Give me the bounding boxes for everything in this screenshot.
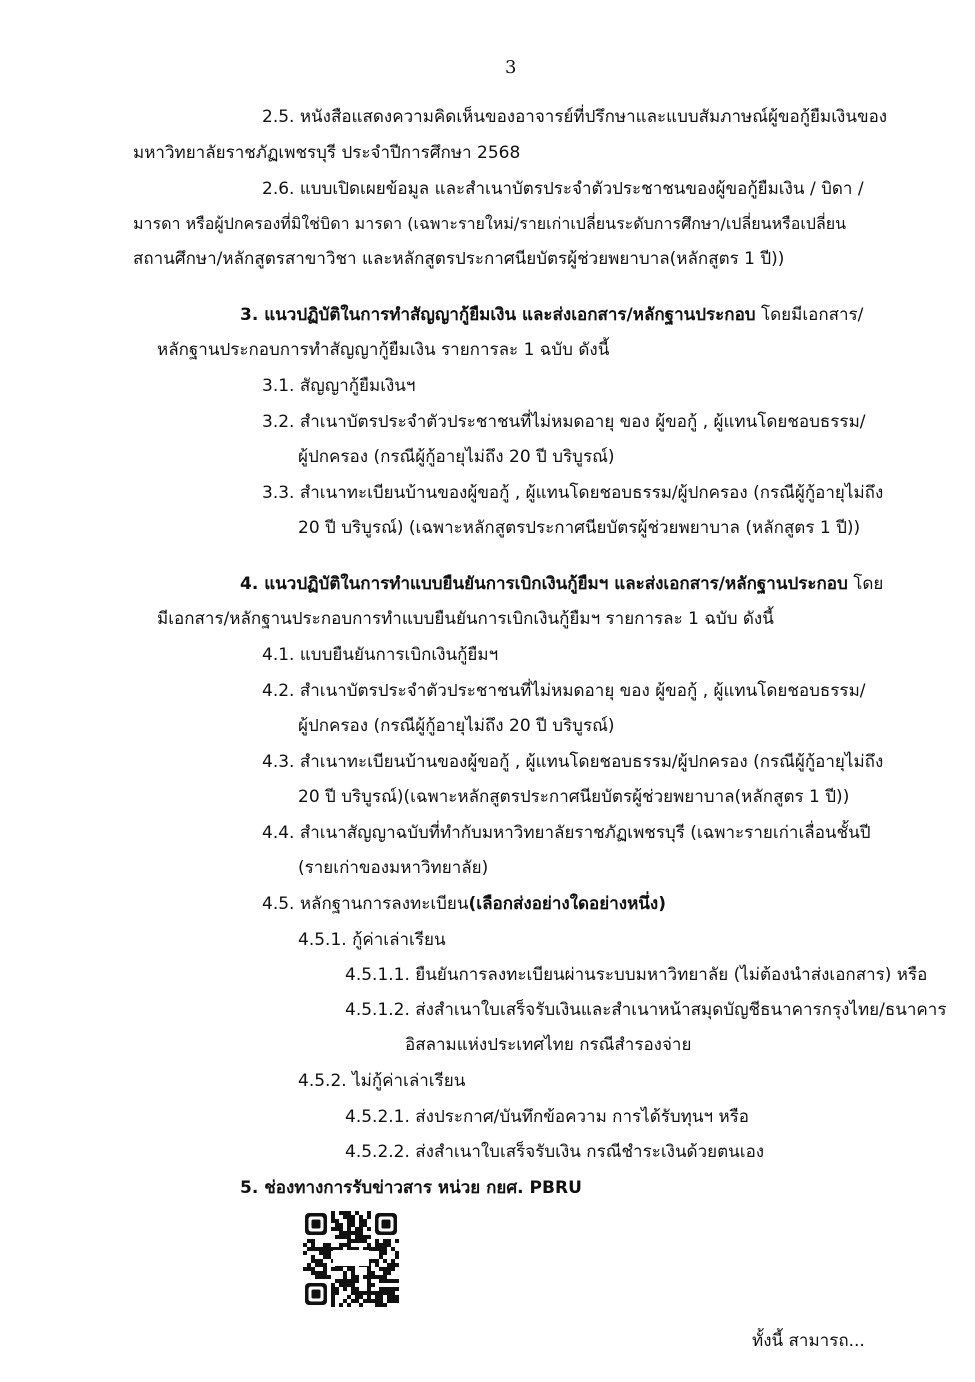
item-4-2-line1: 4.2. สำเนาบัตรประจำตัวประชาชนที่ไม่หมดอายุ ของ ผู้ขอกู้ , ผู้แทนโดยชอบธรรม/	[262, 681, 866, 701]
item-4-5-1-2-line1: 4.5.1.2. ส่งสำเนาใบเสร็จรับเงินและสำเนาหน้าสมุดบัญชีธนาคารกรุงไทย/ธนาคาร	[345, 1000, 947, 1020]
line-qr-code	[303, 1211, 399, 1307]
section-5-heading: 5. ช่องทางการรับข่าวสาร หน่วย กยศ. PBRU	[240, 1178, 582, 1198]
section-3-intro: หลักฐานประกอบการทำสัญญากู้ยืมเงิน รายการละ 1 ฉบับ ดังนี้	[157, 340, 610, 360]
section-4-heading	[240, 572, 883, 596]
section-4-title-tail: โดย	[847, 574, 884, 594]
item-4-5-1: 4.5.1. กู้ค่าเล่าเรียน	[298, 930, 446, 950]
item-2-5-line2: มหาวิทยาลัยราชภัฏเพชรบุรี ประจำปีการศึกษา 2568	[133, 143, 521, 163]
item-4-5-2-2: 4.5.2.2. ส่งสำเนาใบเสร็จรับเงิน กรณีชำระเงินด้วยตนเอง	[345, 1142, 765, 1162]
item-4-5-2-1: 4.5.2.1. ส่งประกาศ/บันทึกข้อความ การได้รับทุนฯ หรือ	[345, 1107, 749, 1127]
section-4-title: 4. แนวปฏิบัติในการทำแบบยืนยันการเบิกเงินกู้ยืมฯ และส่งเอกสาร/หลักฐานประกอบ	[240, 574, 848, 594]
item-4-5-2: 4.5.2. ไม่กู้ค่าเล่าเรียน	[298, 1071, 466, 1091]
item-4-5-label: 4.5. หลักฐานการลงทะเบียน	[262, 894, 469, 914]
item-3-1: 3.1. สัญญากู้ยืมเงินฯ	[262, 376, 416, 396]
item-4-3-line1: 4.3. สำเนาทะเบียนบ้านของผู้ขอกู้ , ผู้แทนโดยชอบธรรม/ผู้ปกครอง (กรณีผู้กู้อายุไม่ถึง	[262, 752, 884, 772]
item-4-1: 4.1. แบบยืนยันการเบิกเงินกู้ยืมฯ	[262, 645, 499, 665]
item-4-5-1-2-line2: อิสลามแห่งประเทศไทย กรณีสำรองจ่าย	[405, 1035, 692, 1055]
item-3-2-line1: 3.2. สำเนาบัตรประจำตัวประชาชนที่ไม่หมดอายุ ของ ผู้ขอกู้ , ผู้แทนโดยชอบธรรม/	[262, 412, 866, 432]
item-4-5	[262, 892, 666, 916]
item-4-5-1-1: 4.5.1.1. ยืนยันการลงทะเบียนผ่านระบบมหาวิทยาลัย (ไม่ต้องนำส่งเอกสาร) หรือ	[345, 965, 928, 985]
item-3-3-line2: 20 ปี บริบูรณ์) (เฉพาะหลักสูตรประกาศนียบัตรผู้ช่วยพยาบาล (หลักสูตร 1 ปี))	[298, 518, 861, 538]
item-2-5-line1: 2.5. หนังสือแสดงความคิดเห็นของอาจารย์ที่ปรึกษาและแบบสัมภาษณ์ผู้ขอกู้ยืมเงินของ	[262, 107, 888, 127]
item-2-6-line3: สถานศึกษา/หลักสูตรสาขาวิชา และหลักสูตรประกาศนียบัตรผู้ช่วยพยาบาล(หลักสูตร 1 ปี))	[133, 249, 785, 269]
item-4-4-line1: 4.4. สำเนาสัญญาฉบับที่ทำกับมหาวิทยาลัยราชภัฏเพชรบุรี (เฉพาะรายเก่าเลื่อนชั้นปี	[262, 823, 871, 843]
section-3-title-tail: โดยมีเอกสาร/	[755, 305, 864, 325]
item-4-2-line2: ผู้ปกครอง (กรณีผู้กู้อายุไม่ถึง 20 ปี บริบูรณ์)	[298, 716, 615, 736]
item-4-5-note: (เลือกส่งอย่างใดอย่างหนึ่ง)	[468, 894, 666, 914]
section-3-title: 3. แนวปฏิบัติในการทำสัญญากู้ยืมเงิน และส่งเอกสาร/หลักฐานประกอบ	[240, 305, 756, 325]
section-4-intro: มีเอกสาร/หลักฐานประกอบการทำแบบยืนยันการเบิกเงินกู้ยืมฯ รายการละ 1 ฉบับ ดังนี้	[157, 609, 774, 629]
item-2-6-line2: มารดา หรือผู้ปกครองที่มิใช่บิดา มารดา (เฉพาะรายใหม่/รายเก่าเปลี่ยนระดับการศึกษา/เปลี่ยนหรือเปลี่ยน	[133, 214, 847, 233]
item-2-6-line1: 2.6. แบบเปิดเผยข้อมูล และสำเนาบัตรประจำตัวประชาชนของผู้ขอกู้ยืมเงิน / บิดา /	[262, 179, 864, 199]
page-number: 3	[505, 57, 517, 78]
section-3-heading	[240, 303, 863, 327]
item-3-3-line1: 3.3. สำเนาทะเบียนบ้านของผู้ขอกู้ , ผู้แทนโดยชอบธรรม/ผู้ปกครอง (กรณีผู้กู้อายุไม่ถึง	[262, 483, 884, 503]
item-4-3-line2: 20 ปี บริบูรณ์)(เฉพาะหลักสูตรประกาศนียบัตรผู้ช่วยพยาบาล(หลักสูตร 1 ปี))	[298, 787, 850, 807]
item-3-2-line2: ผู้ปกครอง (กรณีผู้กู้อายุไม่ถึง 20 ปี บริบูรณ์)	[298, 447, 615, 467]
item-4-4-line2: (รายเก่าของมหาวิทยาลัย)	[298, 858, 489, 878]
continuation-text: ทั้งนี้ สามารถ...	[752, 1331, 865, 1351]
